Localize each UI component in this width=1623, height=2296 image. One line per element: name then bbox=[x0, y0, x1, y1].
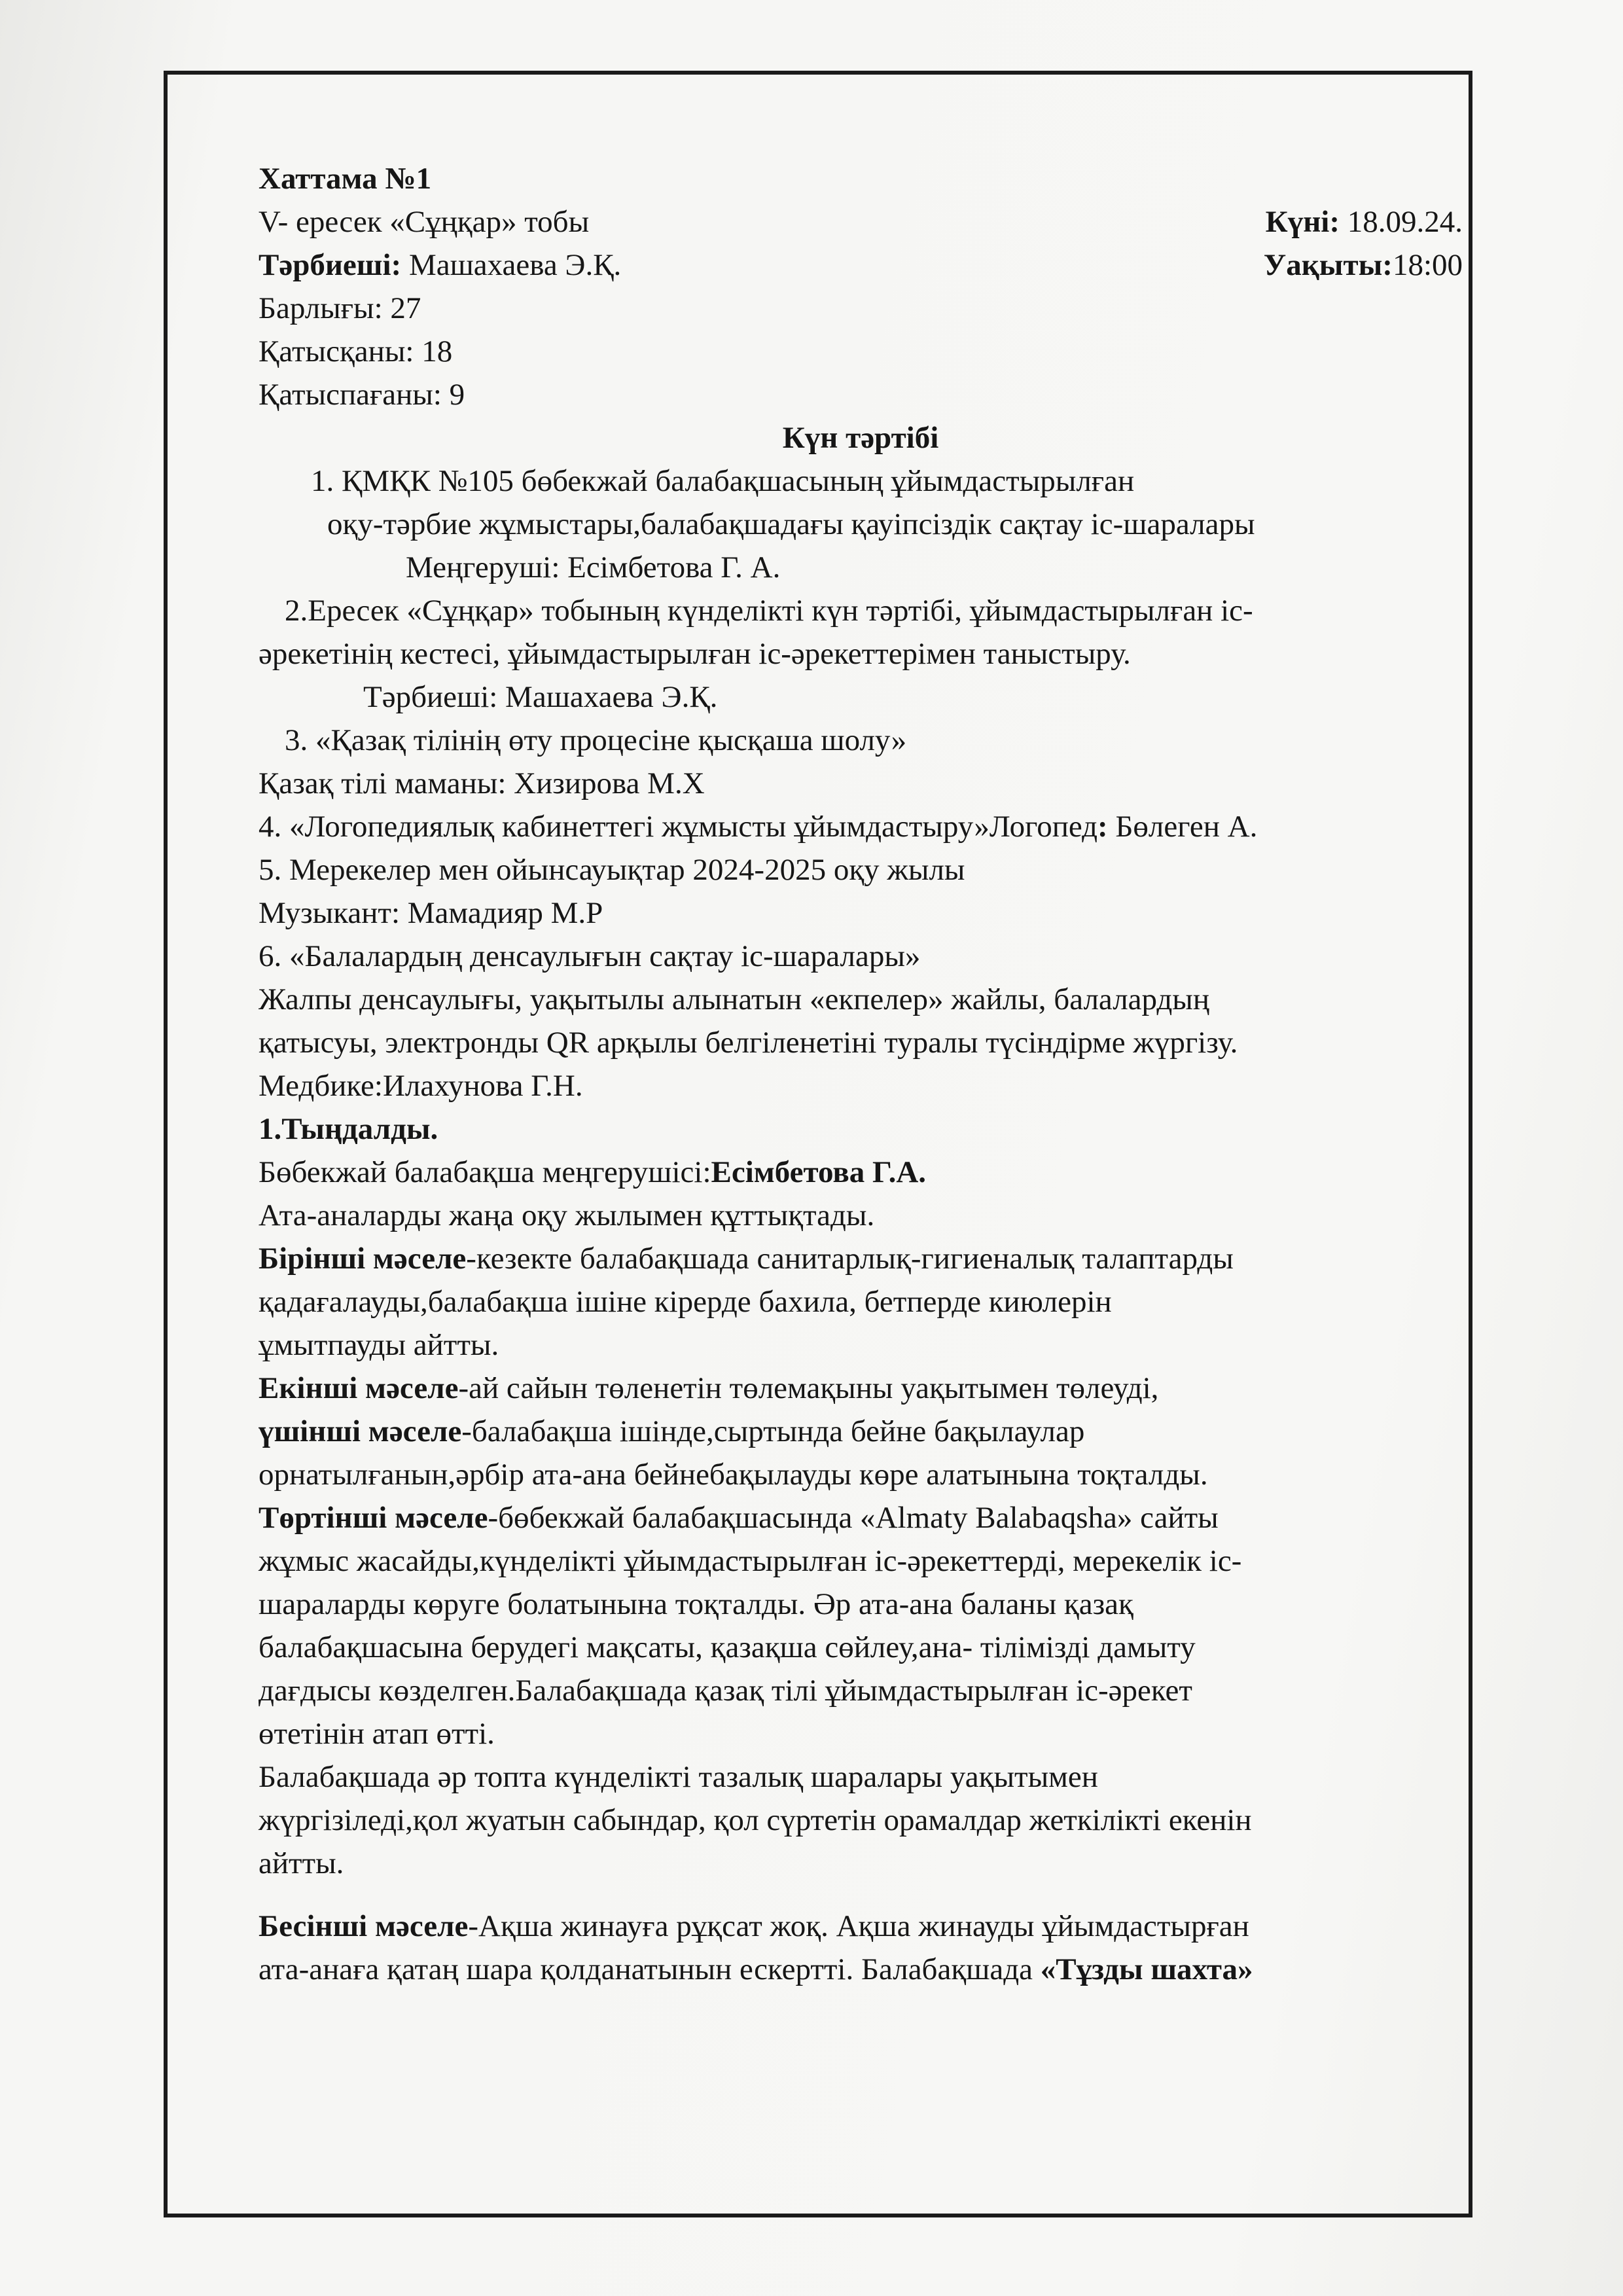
agenda-item-2-speaker: Тәрбиеші: Машахаева Э.Қ. bbox=[363, 680, 718, 714]
attendance-present: Қатысқаны: 18 bbox=[259, 334, 453, 368]
issue-1: Бірінші мәселе-кезекте балабақшада санитарлық-гигиеналық талаптарды bbox=[259, 1242, 1234, 1276]
agenda-item-2: 2.Ересек «Сұңқар» тобының күнделікті күн тәртібі, ұйымдастырылған іс- bbox=[285, 594, 1253, 628]
agenda-item-6-cont: Жалпы денсаулығы, уақытылы алынатын «екпелер» жайлы, балалардың bbox=[259, 982, 1210, 1016]
agenda-item-6-cont2: қатысуы, электронды QR арқылы белгіленетіні туралы түсіндірме жүргізу. bbox=[259, 1026, 1238, 1060]
group-date-row bbox=[259, 200, 1463, 243]
issue-4-cont3: балабақшасына берудегі мақсаты, қазақша сөйлеу,ана- тілімізді дамыту bbox=[259, 1630, 1196, 1664]
issue-3-cont: орнатылғанын,әрбір ата-ана бейнебақылауды көре алатынына тоқталды. bbox=[259, 1458, 1208, 1492]
agenda-item-6: 6. «Балалардың денсаулығын сақтау іс-шаралары» bbox=[259, 939, 921, 973]
document-body bbox=[259, 157, 1489, 1991]
issue-1-cont: қадағалауды,балабақша ішіне кірерде бахила, бетперде киюлерін bbox=[259, 1285, 1112, 1319]
issue-5-cont: ата-анаға қатаң шара қолданатынын ескертті. Балабақшада «Тұзды шахта» bbox=[259, 1952, 1253, 1986]
hygiene-note-cont2: айтты. bbox=[259, 1846, 344, 1880]
issue-4: Төртінші мәселе-бөбекжай балабақшасында «Almaty Balabaqsha» сайты bbox=[259, 1501, 1219, 1535]
meeting-date: Күні: 18.09.24. bbox=[1265, 205, 1463, 239]
attendance-absent: Қатыспағаны: 9 bbox=[259, 378, 465, 412]
protocol-title: Хаттама №1 bbox=[259, 162, 432, 196]
heard-heading: 1.Тыңдалды. bbox=[259, 1112, 438, 1146]
issue-2: Екінші мәселе-ай сайын төленетін төлемақыны уақытымен төлеуді, bbox=[259, 1371, 1159, 1405]
greeting: Ата-аналарды жаңа оқу жылымен құттықтады. bbox=[259, 1198, 875, 1232]
issue-4-cont5: өтетінін атап өтті. bbox=[259, 1717, 495, 1751]
group-name: V- ересек «Сұңқар» тобы bbox=[259, 205, 590, 239]
meeting-time: Уақыты:18:00 bbox=[1263, 248, 1463, 282]
agenda-item-1-speaker: Меңгеруші: Есімбетова Г. А. bbox=[406, 550, 781, 584]
agenda-item-5-speaker: Музыкант: Мамадияр М.Р bbox=[259, 896, 603, 930]
agenda-item-2-cont: әрекетінің кестесі, ұйымдастырылған іс-әрекеттерімен таныстыру. bbox=[259, 637, 1131, 671]
issue-4-cont2: шараларды көруге болатынына тоқталды. Әр ата-ана баланы қазақ bbox=[259, 1587, 1133, 1621]
issue-3: үшінші мәселе-балабақша ішінде,сыртында бейне бақылаулар bbox=[259, 1414, 1085, 1448]
teacher-time-row bbox=[259, 243, 1463, 287]
issue-4-cont: жұмыс жасайды,күнделікті ұйымдастырылған іс-әрекеттерді, мерекелік іс- bbox=[259, 1544, 1242, 1578]
agenda-item-5: 5. Мерекелер мен ойынсауықтар 2024-2025 оқу жылы bbox=[259, 853, 965, 887]
attendance-total: Барлығы: 27 bbox=[259, 291, 421, 325]
agenda-title: Күн тәртібі bbox=[782, 421, 939, 455]
agenda-item-1: 1. ҚМҚК №105 бөбекжай балабақшасының ұйымдастырылған bbox=[311, 464, 1135, 498]
agenda-item-4: 4. «Логопедиялық кабинеттегі жұмысты ұйымдастыру»Логопед: Бөлеген А. bbox=[259, 810, 1258, 844]
issue-4-cont4: дағдысы көзделген.Балабақшада қазақ тілі ұйымдастырылған іс-әрекет bbox=[259, 1674, 1192, 1708]
issue-1-cont2: ұмытпауды айтты. bbox=[259, 1328, 499, 1362]
agenda-item-1-cont: оқу-тәрбие жұмыстары,балабақшадағы қауіпсіздік сақтау іс-шаралары bbox=[327, 507, 1255, 541]
agenda-item-3: 3. «Қазақ тілінің өту процесіне қысқаша шолу» bbox=[285, 723, 907, 757]
agenda-item-3-speaker: Қазақ тілі маманы: Хизирова М.Х bbox=[259, 766, 705, 800]
agenda-item-6-speaker: Медбике:Илахунова Г.Н. bbox=[259, 1069, 583, 1103]
head-speaker: Бөбекжай балабақша меңгерушісі:Есімбетова Г.А. bbox=[259, 1155, 927, 1189]
hygiene-note-cont: жүргізіледі,қол жуатын сабындар, қол сүртетін орамалдар жеткілікті екенін bbox=[259, 1803, 1252, 1837]
teacher: Тәрбиеші: Машахаева Э.Қ. bbox=[259, 248, 622, 282]
issue-5: Бесінші мәселе-Ақша жинауға рұқсат жоқ. Ақша жинауды ұйымдастырған bbox=[259, 1909, 1249, 1943]
hygiene-note: Балабақшада әр топта күнделікті тазалық шаралары уақытымен bbox=[259, 1760, 1098, 1794]
